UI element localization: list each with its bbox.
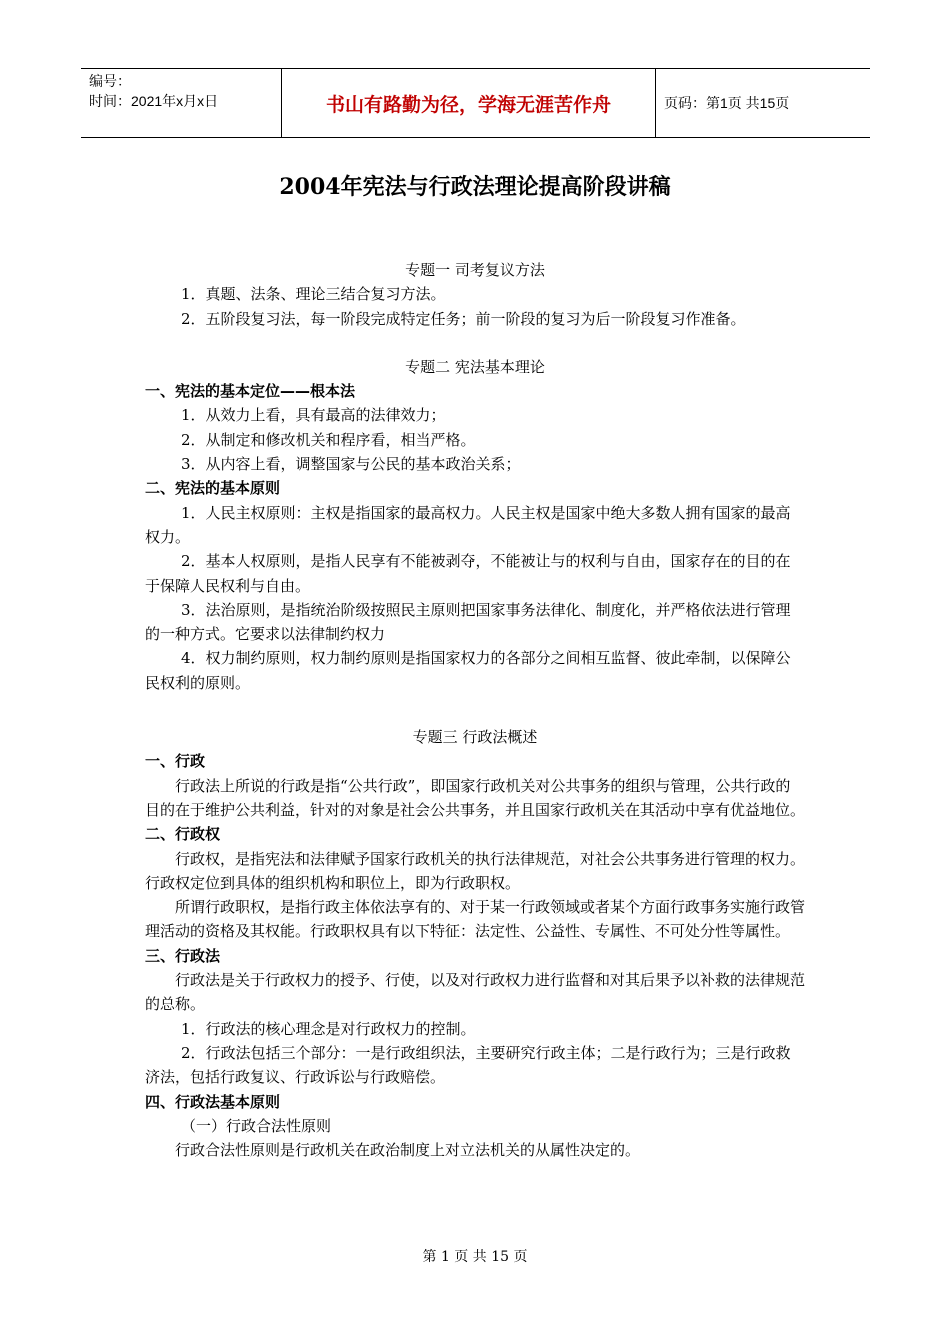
paragraph: 4．权力制约原则，权力制约原则是指国家权力的各部分之间相互监督、彼此牵制，以保障公民权利的原则。	[145, 649, 791, 692]
topic-heading: 专题一 司考复议方法	[405, 261, 545, 279]
paragraph: 1．人民主权原则：主权是指国家的最高权力。人民主权是国家中绝大多数人拥有国家的最高权力。	[145, 503, 791, 546]
section-heading: 二、宪法的基本原则	[145, 479, 281, 498]
paragraph: 行政法上所说的行政是指“公共行政”，即国家行政机关对公共事务的组织与管理，公共行政的目的在于维护公共利益，针对的对象是社会公共事务，并且国家行政机关在其活动中享有优益地位。	[145, 776, 806, 819]
list-item: 2．从制定和修改机关和程序看，相当严格。	[181, 430, 476, 449]
document-body	[145, 258, 805, 1162]
topic-heading: 专题二 宪法基本理论	[405, 357, 545, 376]
page-info: 页码：第1页 共15页	[664, 95, 790, 111]
section-heading: 一、行政	[145, 752, 206, 771]
list-item: 1．从效力上看，具有最高的法律效力；	[181, 406, 446, 425]
list-item: 2．五阶段复习法，每一阶段完成特定任务；前一阶段的复习为后一阶段复习作准备。	[181, 309, 746, 328]
subsection-heading: （一）行政合法性原则	[181, 1116, 332, 1135]
section-heading: 三、行政法	[145, 946, 221, 965]
motto: 书山有路勤为径，学海无涯苦作舟	[282, 69, 656, 137]
header-table	[81, 68, 870, 138]
number-label: 编号：	[89, 73, 131, 89]
header-meta-cell	[81, 69, 282, 137]
list-item: 1．行政法的核心理念是对行政权力的控制。	[181, 1019, 476, 1038]
page-footer: 第 1 页 共 15 页	[422, 1249, 528, 1265]
list-item: 2．行政法包括三个部分：一是行政组织法，主要研究行政主体；二是行政行为；三是行政救济法，包括行政复议、行政诉讼与行政赔偿。	[145, 1043, 791, 1087]
paragraph: 所谓行政职权，是指行政主体依法享有的、对于某一行政领域或者某个方面行政事务实施行政管理活动的资格及其权能。行政职权具有以下特征：法定性、公益性、专属性、不可处分性等属性。	[145, 898, 806, 941]
section-heading: 四、行政法基本原则	[145, 1092, 281, 1111]
section-heading: 二、行政权	[145, 825, 221, 844]
document-title: 2004年宪法与行政法理论提高阶段讲稿	[279, 174, 671, 200]
section-heading: 一、宪法的基本定位——根本法	[145, 382, 356, 401]
paragraph: 行政法是关于行政权力的授予、行使，以及对行政权力进行监督和对其后果予以补救的法律规范的总称。	[145, 971, 806, 1014]
topic-heading: 专题三 行政法概述	[412, 728, 538, 747]
paragraph: 2．基本人权原则，是指人民享有不能被剥夺，不能被让与的权利与自由，国家存在的目的在于保障人民权利与自由。	[145, 552, 791, 595]
list-item: 1．真题、法条、理论三结合复习方法。	[181, 285, 446, 304]
paragraph: 行政合法性原则是行政机关在政治制度上对立法机关的从属性决定的。	[175, 1141, 641, 1160]
paragraph: 3．法治原则，是指统治阶级按照民主原则把国家事务法律化、制度化，并严格依法进行管理的一种方式。它要求以法律制约权力	[145, 600, 791, 644]
list-item: 3．从内容上看，调整国家与公民的基本政治关系；	[181, 455, 521, 474]
paragraph: 行政权，是指宪法和法律赋予国家行政机关的执行法律规范，对社会公共事务进行管理的权力。行政权定位到具体的组织机构和职位上，即为行政职权。	[145, 849, 806, 892]
time-label: 时间：2021年x月x日	[89, 93, 219, 109]
